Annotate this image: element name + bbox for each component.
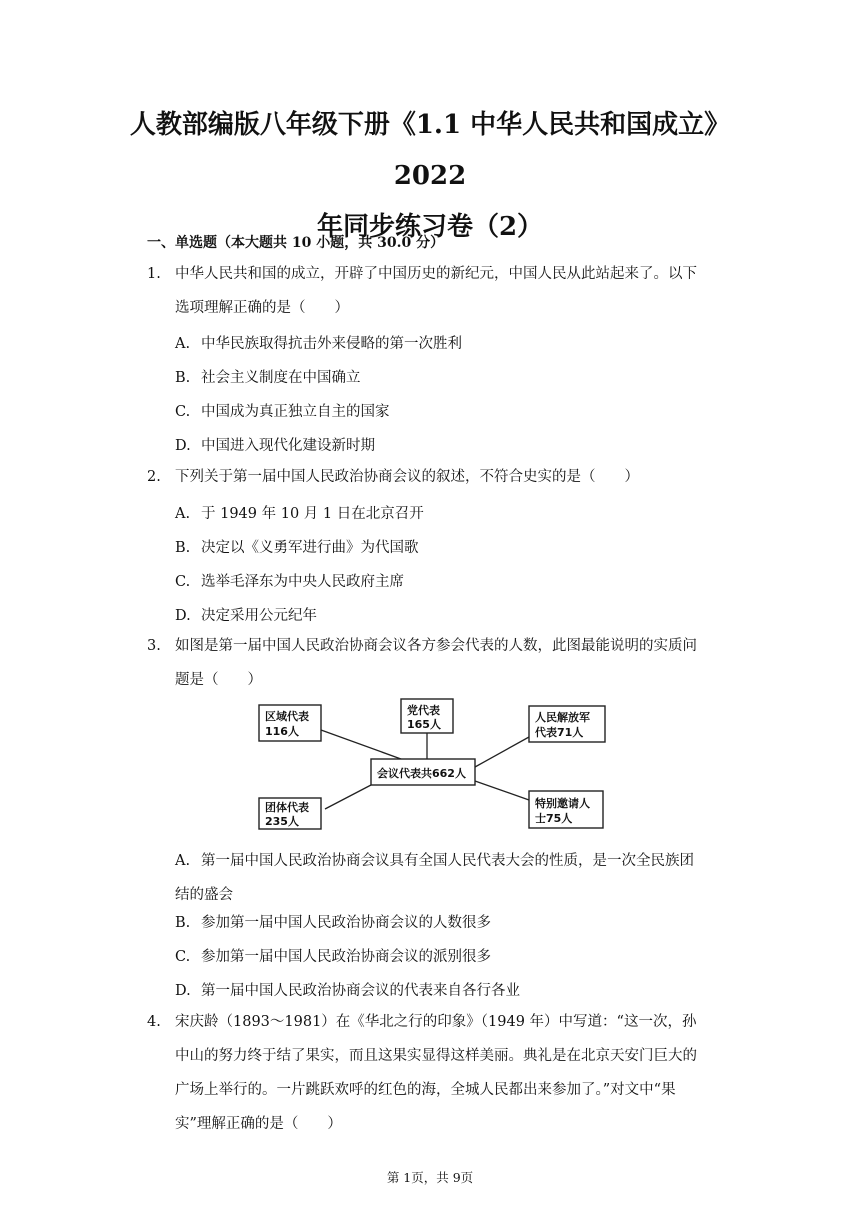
- option-letter: C.: [175, 949, 191, 965]
- question-text-line: 中华人民共和国的成立，开辟了中国历史的新纪元，中国人民从此站起来了。以下: [175, 266, 697, 282]
- center-label: 会议代表共662人: [377, 767, 466, 780]
- option-2b: [175, 536, 419, 557]
- question-text: [175, 460, 715, 494]
- question-text-line: 广场上举行的。一片跳跃欢呼的红色的海，全城人民都出来参加了。”对文中“果: [175, 1082, 676, 1098]
- option-2c: [175, 570, 404, 591]
- option-letter: B.: [175, 915, 191, 931]
- node-label: 特别邀请人: [535, 797, 590, 810]
- question-text: [175, 629, 715, 697]
- option-letter: A.: [175, 853, 191, 869]
- option-3b: [175, 911, 491, 932]
- question-number: 1.: [147, 266, 161, 282]
- question-number: 2.: [147, 469, 161, 485]
- option-letter: A.: [175, 336, 191, 352]
- option-letter: D.: [175, 608, 191, 624]
- title-line-2: 年同步练习卷（2）: [316, 212, 544, 242]
- option-letter: A.: [175, 506, 191, 522]
- question-text-line: 实”理解正确的是（ ）: [175, 1116, 342, 1132]
- node-label: 人民解放军: [535, 711, 590, 724]
- node-label: 165人: [407, 718, 441, 731]
- option-2a: [175, 502, 424, 523]
- page-footer: 第 1页，共 9页: [386, 1170, 474, 1185]
- connector-line: [321, 730, 401, 759]
- option-text-continued: 结的盛会: [175, 887, 233, 903]
- node-label: 代表71人: [535, 726, 584, 739]
- question-number: 4.: [147, 1014, 161, 1030]
- option-3a: [175, 844, 694, 912]
- title-line-1: 人教部编版八年级下册《1.1 中华人民共和国成立》2022: [129, 110, 731, 191]
- option-1d: [175, 434, 375, 455]
- question-number: 3.: [147, 638, 161, 654]
- document-title: [100, 100, 760, 253]
- option-text: 于 1949 年 10 月 1 日在北京召开: [201, 506, 424, 522]
- option-text: 决定采用公元纪年: [201, 608, 317, 624]
- option-letter: C.: [175, 574, 191, 590]
- question-text: [175, 1005, 715, 1141]
- connector-line: [325, 785, 371, 809]
- connector-line: [475, 781, 529, 800]
- node-label: 116人: [265, 725, 299, 738]
- option-letter: D.: [175, 983, 191, 999]
- question-text-line: 宋庆龄（1893～1981）在《华北之行的印象》（1949 年）中写道：“这一次，孙: [175, 1014, 697, 1030]
- option-letter: C.: [175, 404, 191, 420]
- option-3d: [175, 979, 520, 1000]
- question-text-line: 下列关于第一届中国人民政治协商会议的叙述，不符合史实的是（ ）: [175, 469, 639, 485]
- question-text-line: 题是（ ）: [175, 672, 262, 688]
- option-letter: B.: [175, 370, 191, 386]
- section-heading: 一、单选题（本大题共 10 小题，共 30.0 分）: [147, 235, 445, 251]
- node-label: 235人: [265, 815, 299, 828]
- option-1a: [175, 332, 462, 353]
- option-text: 中国进入现代化建设新时期: [201, 438, 375, 454]
- question-text-line: 中山的努力终于结了果实，而且这果实显得这样美丽。典礼是在北京天安门巨大的: [175, 1048, 697, 1064]
- option-text: 决定以《义勇军进行曲》为代国歌: [201, 540, 419, 556]
- option-text: 参加第一届中国人民政治协商会议的人数很多: [201, 915, 491, 931]
- option-text: 第一届中国人民政治协商会议具有全国人民代表大会的性质，是一次全民族团: [201, 853, 694, 869]
- question-text: [175, 257, 715, 325]
- question-text-line: 如图是第一届中国人民政治协商会议各方参会代表的人数，此图最能说明的实质问: [175, 638, 697, 654]
- option-text: 中国成为真正独立自主的国家: [201, 404, 390, 420]
- option-text: 社会主义制度在中国确立: [201, 370, 361, 386]
- question-text-line: 选项理解正确的是（ ）: [175, 300, 349, 316]
- option-1b: [175, 366, 361, 387]
- option-text: 参加第一届中国人民政治协商会议的派别很多: [201, 949, 491, 965]
- option-text: 第一届中国人民政治协商会议的代表来自各行各业: [201, 983, 520, 999]
- option-letter: B.: [175, 540, 191, 556]
- option-2d: [175, 604, 317, 625]
- node-label: 党代表: [407, 704, 440, 717]
- node-label: 士75人: [535, 812, 573, 825]
- option-letter: D.: [175, 438, 191, 454]
- connector-line: [475, 737, 529, 767]
- node-label: 区域代表: [265, 710, 309, 723]
- node-label: 团体代表: [265, 801, 309, 814]
- delegates-diagram-svg: [253, 697, 613, 832]
- option-text: 中华民族取得抗击外来侵略的第一次胜利: [201, 336, 462, 352]
- option-3c: [175, 945, 491, 966]
- option-text: 选举毛泽东为中央人民政府主席: [201, 574, 404, 590]
- delegates-diagram: [253, 697, 613, 832]
- option-1c: [175, 400, 390, 421]
